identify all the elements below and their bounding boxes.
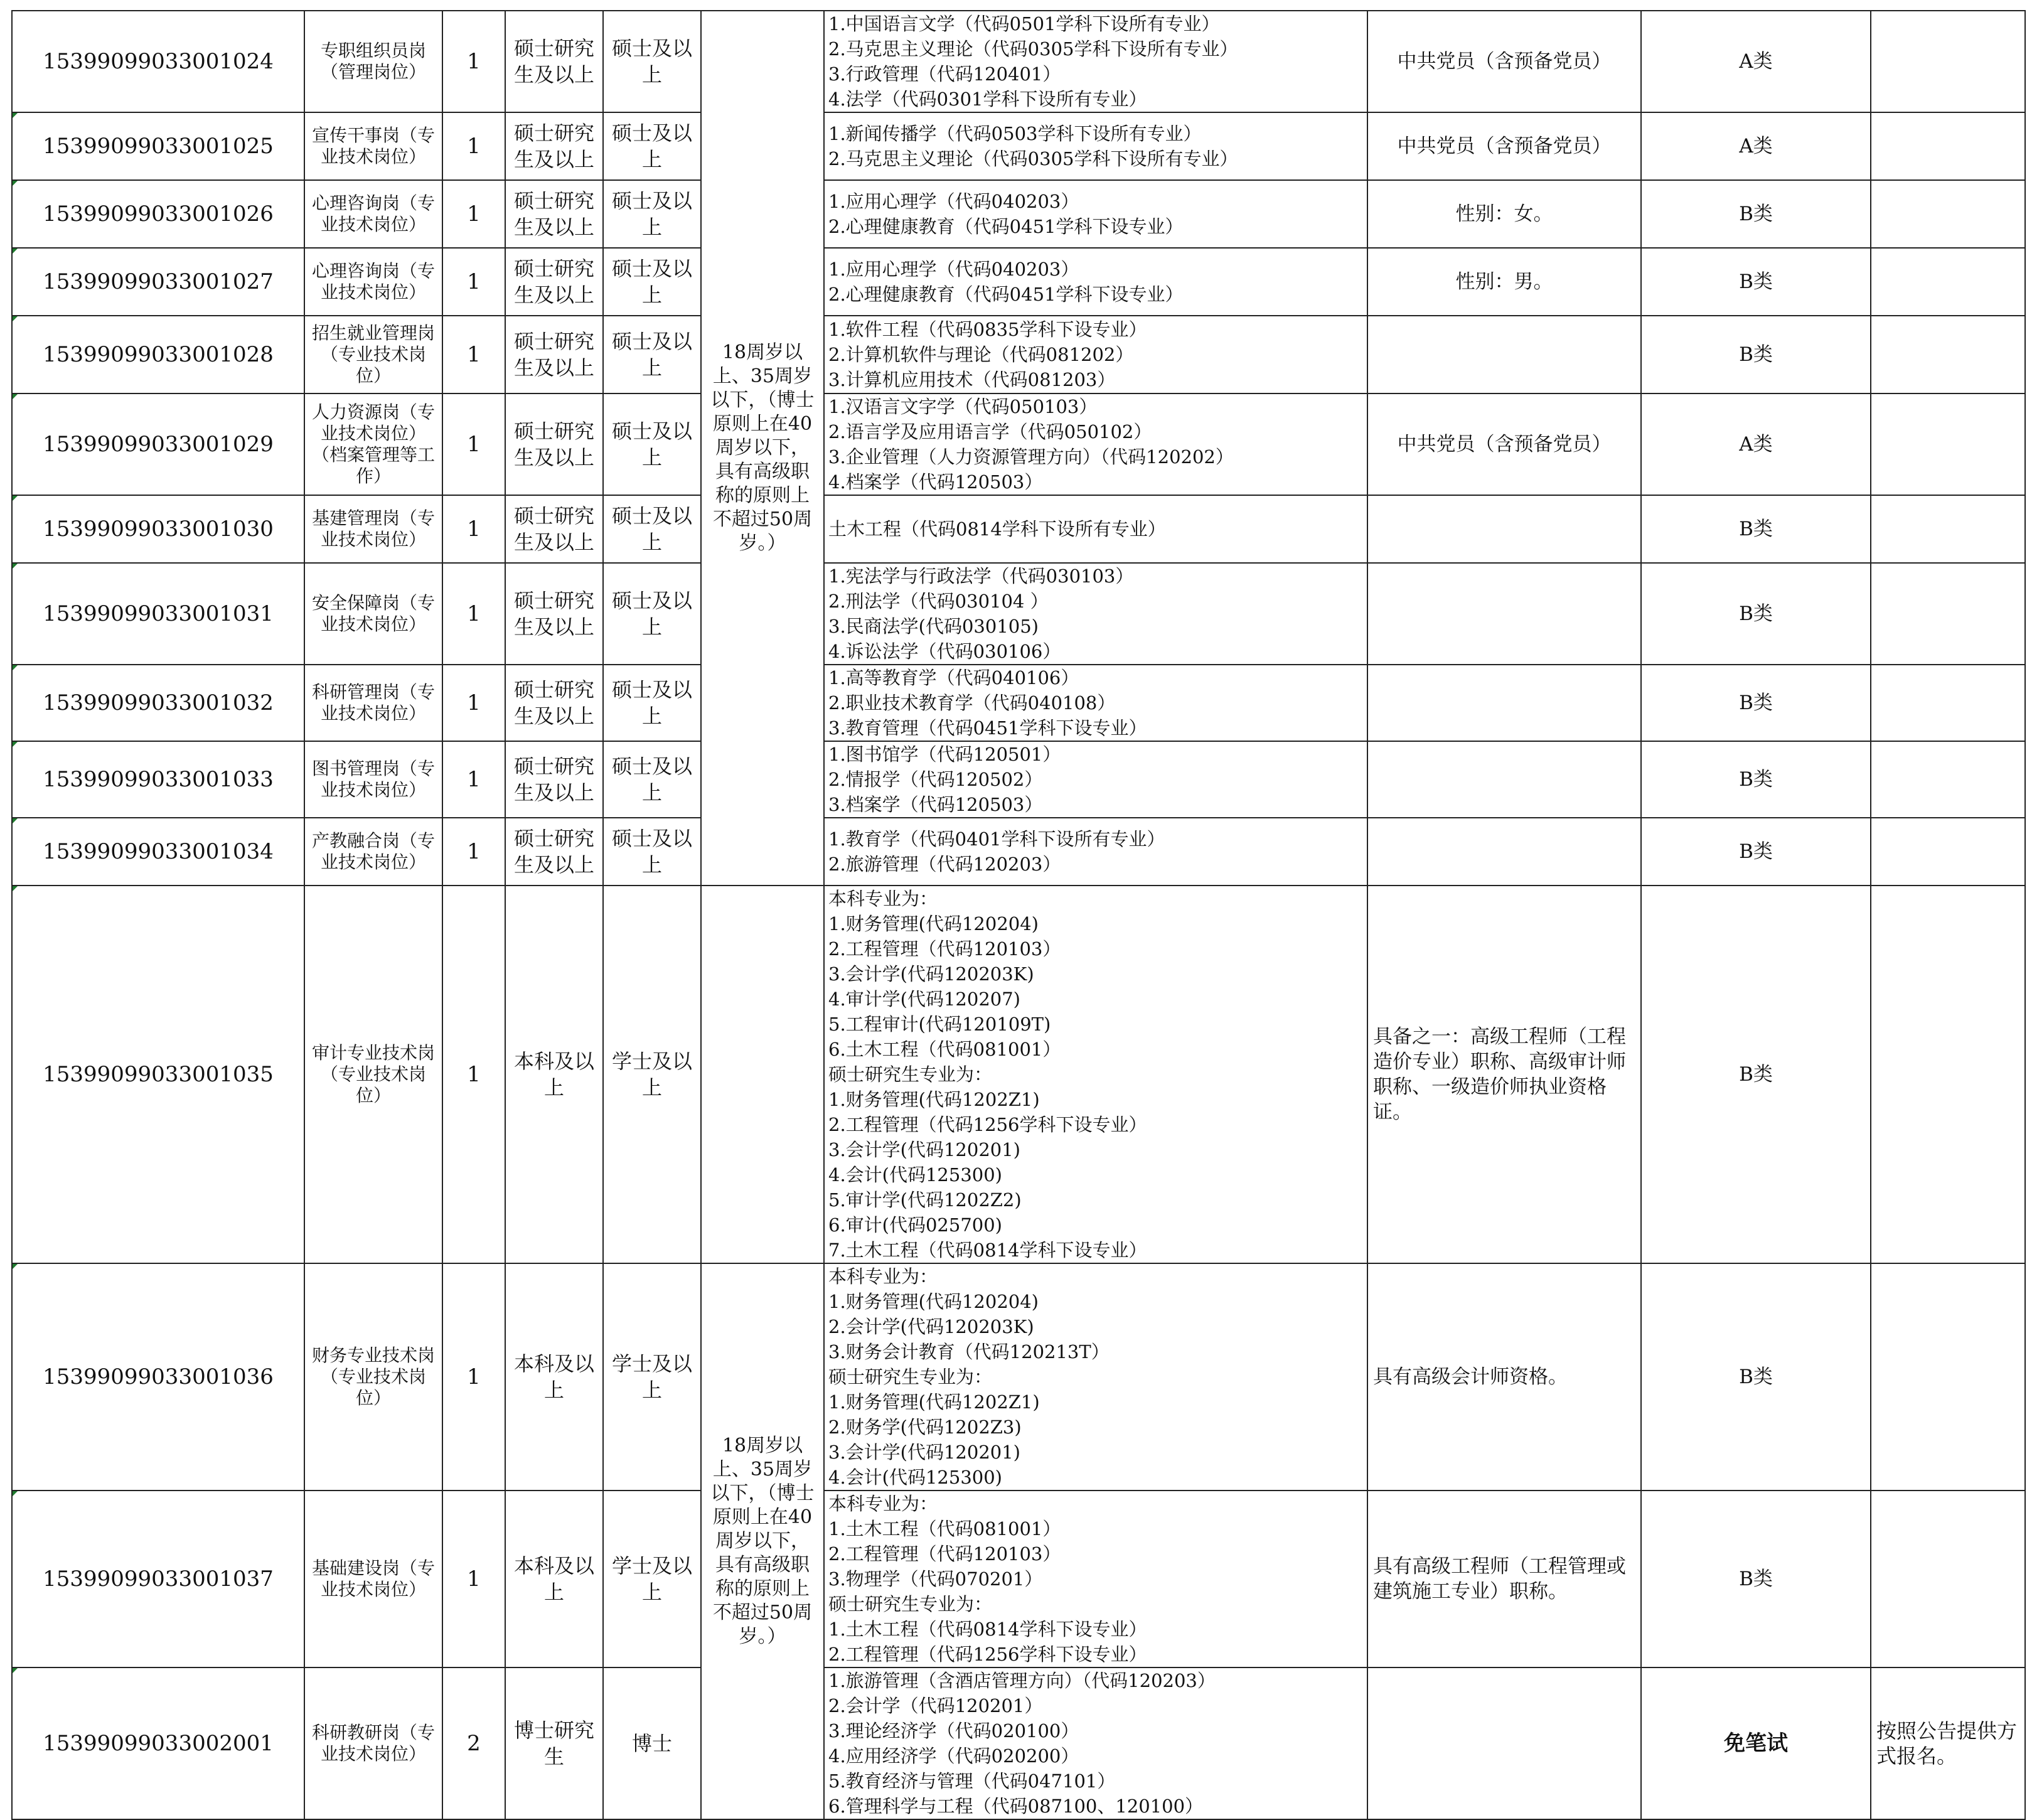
education-requirement: 硕士研究生及以上 xyxy=(505,112,603,180)
other-requirement: 中共党员（含预备党员） xyxy=(1367,112,1641,180)
age-requirement: 18周岁以上、35周岁以下，（博士原则上在40周岁以下，具有高级职称的原则上不超过50周岁。） xyxy=(701,11,824,886)
exam-category: B类 xyxy=(1641,665,1871,741)
remark xyxy=(1871,1491,2025,1667)
hiring-count: 1 xyxy=(442,393,505,495)
position-code: 15399099033001033 xyxy=(12,741,304,818)
exam-category: B类 xyxy=(1641,886,1871,1263)
remark xyxy=(1871,112,2025,180)
table-row xyxy=(12,1263,2025,1491)
other-requirement xyxy=(1367,316,1641,393)
position-code: 15399099033001026 xyxy=(12,180,304,248)
other-requirement: 具备之一：高级工程师（工程造价专业）职称、高级审计师职称、一级造价师执业资格证。 xyxy=(1367,886,1641,1263)
degree-requirement: 硕士及以上 xyxy=(603,248,701,316)
remark xyxy=(1871,393,2025,495)
hiring-count: 1 xyxy=(442,1491,505,1667)
position-name: 专职组织员岗（管理岗位） xyxy=(304,11,442,112)
position-name: 审计专业技术岗（专业技术岗位） xyxy=(304,886,442,1263)
position-code: 15399099033001032 xyxy=(12,665,304,741)
major-requirement: 1.中国语言文学（代码0501学科下设所有专业） 2.马克思主义理论（代码0305学科下设所有专业） 3.行政管理（代码120401） 4.法学（代码0301学科下设所有专业） xyxy=(824,11,1367,112)
position-name: 财务专业技术岗（专业技术岗位） xyxy=(304,1263,442,1491)
remark xyxy=(1871,818,2025,886)
exam-category: B类 xyxy=(1641,741,1871,818)
position-name: 图书管理岗（专业技术岗位） xyxy=(304,741,442,818)
remark xyxy=(1871,563,2025,665)
major-requirement: 土木工程（代码0814学科下设所有专业） xyxy=(824,495,1367,563)
remark xyxy=(1871,180,2025,248)
table-row xyxy=(12,11,2025,112)
education-requirement: 本科及以上 xyxy=(505,1491,603,1667)
major-requirement: 本科专业为： 1.财务管理(代码120204) 2.工程管理（代码120103） 3.会计学(代码120203K) 4.审计学(代码120207) 5.工程审计(代码120109T) 6.土木工程（代码081001） 硕士研究生专业为： 1.财务管理(代码1202Z1) 2.工程管理（代码1256学科下设专业） 3.会计学(代码120201) 4.会计(代码125300) 5.审计学(代码1202Z2) 6.审计(代码025700) 7.土木工程（代码0814学科下设专业） xyxy=(824,886,1367,1263)
education-requirement: 硕士研究生及以上 xyxy=(505,665,603,741)
position-name: 招生就业管理岗（专业技术岗位） xyxy=(304,316,442,393)
other-requirement: 性别：男。 xyxy=(1367,248,1641,316)
education-requirement: 硕士研究生及以上 xyxy=(505,316,603,393)
degree-requirement: 硕士及以上 xyxy=(603,180,701,248)
major-requirement: 1.高等教育学（代码040106） 2.职业技术教育学（代码040108） 3.教育管理（代码0451学科下设专业） xyxy=(824,665,1367,741)
table-row xyxy=(12,495,2025,563)
major-requirement: 1.汉语言文字学（代码050103） 2.语言学及应用语言学（代码050102） 3.企业管理（人力资源管理方向）（代码120202） 4.档案学（代码120503） xyxy=(824,393,1367,495)
position-name: 产教融合岗（专业技术岗位） xyxy=(304,818,442,886)
table-row xyxy=(12,1667,2025,1819)
exam-category: A类 xyxy=(1641,393,1871,495)
table-row xyxy=(12,563,2025,665)
hiring-count: 1 xyxy=(442,248,505,316)
position-code: 15399099033001029 xyxy=(12,393,304,495)
education-requirement: 硕士研究生及以上 xyxy=(505,393,603,495)
exam-category: A类 xyxy=(1641,11,1871,112)
remark xyxy=(1871,495,2025,563)
major-requirement: 1.软件工程（代码0835学科下设专业） 2.计算机软件与理论（代码081202） 3.计算机应用技术（代码081203） xyxy=(824,316,1367,393)
degree-requirement: 硕士及以上 xyxy=(603,495,701,563)
major-requirement: 本科专业为： 1.财务管理(代码120204) 2.会计学(代码120203K) 3.财务会计教育（代码120213T） 硕士研究生专业为： 1.财务管理(代码1202Z1) 2.财务学(代码1202Z3) 3.会计学(代码120201) 4.会计(代码125300) xyxy=(824,1263,1367,1491)
education-requirement: 硕士研究生及以上 xyxy=(505,180,603,248)
position-name: 宣传干事岗（专业技术岗位） xyxy=(304,112,442,180)
hiring-count: 1 xyxy=(442,11,505,112)
remark xyxy=(1871,886,2025,1263)
exam-category: B类 xyxy=(1641,248,1871,316)
other-requirement: 具有高级工程师（工程管理或建筑施工专业）职称。 xyxy=(1367,1491,1641,1667)
education-requirement: 本科及以上 xyxy=(505,886,603,1263)
position-code: 15399099033001024 xyxy=(12,11,304,112)
hiring-count: 1 xyxy=(442,316,505,393)
remark xyxy=(1871,1263,2025,1491)
exam-category: B类 xyxy=(1641,563,1871,665)
education-requirement: 硕士研究生及以上 xyxy=(505,741,603,818)
hiring-count: 1 xyxy=(442,741,505,818)
other-requirement xyxy=(1367,741,1641,818)
other-requirement xyxy=(1367,818,1641,886)
position-code: 15399099033001030 xyxy=(12,495,304,563)
hiring-count: 1 xyxy=(442,1263,505,1491)
position-name: 安全保障岗（专业技术岗位） xyxy=(304,563,442,665)
remark xyxy=(1871,741,2025,818)
remark xyxy=(1871,665,2025,741)
exam-category: B类 xyxy=(1641,1263,1871,1491)
degree-requirement: 博士 xyxy=(603,1667,701,1819)
remark xyxy=(1871,11,2025,112)
education-requirement: 硕士研究生及以上 xyxy=(505,248,603,316)
other-requirement xyxy=(1367,563,1641,665)
other-requirement xyxy=(1367,1667,1641,1819)
education-requirement: 博士研究生 xyxy=(505,1667,603,1819)
age-requirement: 18周岁以上、35周岁以下，（博士原则上在40周岁以下，具有高级职称的原则上不超过50周岁。） xyxy=(701,1263,824,1819)
degree-requirement: 学士及以上 xyxy=(603,1491,701,1667)
degree-requirement: 硕士及以上 xyxy=(603,741,701,818)
major-requirement: 1.应用心理学（代码040203） 2.心理健康教育（代码0451学科下设专业） xyxy=(824,248,1367,316)
degree-requirement: 硕士及以上 xyxy=(603,818,701,886)
table-row xyxy=(12,1491,2025,1667)
table-row xyxy=(12,818,2025,886)
hiring-count: 1 xyxy=(442,112,505,180)
other-requirement: 中共党员（含预备党员） xyxy=(1367,11,1641,112)
education-requirement: 硕士研究生及以上 xyxy=(505,11,603,112)
hiring-count: 1 xyxy=(442,180,505,248)
major-requirement: 1.图书馆学（代码120501） 2.情报学（代码120502） 3.档案学（代码120503） xyxy=(824,741,1367,818)
position-code: 15399099033002001 xyxy=(12,1667,304,1819)
position-code: 15399099033001035 xyxy=(12,886,304,1263)
other-requirement xyxy=(1367,495,1641,563)
position-name: 人力资源岗（专业技术岗位）（档案管理等工作） xyxy=(304,393,442,495)
major-requirement: 1.旅游管理（含酒店管理方向）（代码120203） 2.会计学（代码120201） 3.理论经济学（代码020100） 4.应用经济学（代码020200） 5.教育经济与管理（代码047101） 6.管理科学与工程（代码087100、120100） xyxy=(824,1667,1367,1819)
position-code: 15399099033001037 xyxy=(12,1491,304,1667)
education-requirement: 硕士研究生及以上 xyxy=(505,495,603,563)
major-requirement: 1.教育学（代码0401学科下设所有专业） 2.旅游管理（代码120203） xyxy=(824,818,1367,886)
position-name: 科研管理岗（专业技术岗位） xyxy=(304,665,442,741)
degree-requirement: 硕士及以上 xyxy=(603,112,701,180)
table-row xyxy=(12,180,2025,248)
table-row xyxy=(12,393,2025,495)
hiring-count: 1 xyxy=(442,495,505,563)
major-requirement: 本科专业为： 1.土木工程（代码081001） 2.工程管理（代码120103） 3.物理学（代码070201） 硕士研究生专业为： 1.土木工程（代码0814学科下设专业） 2.工程管理（代码1256学科下设专业） xyxy=(824,1491,1367,1667)
position-code: 15399099033001036 xyxy=(12,1263,304,1491)
degree-requirement: 学士及以上 xyxy=(603,886,701,1263)
education-requirement: 硕士研究生及以上 xyxy=(505,818,603,886)
age-requirement xyxy=(701,886,824,1263)
hiring-count: 1 xyxy=(442,665,505,741)
exam-category: A类 xyxy=(1641,112,1871,180)
position-code: 15399099033001027 xyxy=(12,248,304,316)
table-row xyxy=(12,112,2025,180)
degree-requirement: 学士及以上 xyxy=(603,1263,701,1491)
table-row xyxy=(12,316,2025,393)
recruitment-table xyxy=(11,10,2026,1820)
table-row xyxy=(12,886,2025,1263)
major-requirement: 1.应用心理学（代码040203） 2.心理健康教育（代码0451学科下设专业） xyxy=(824,180,1367,248)
degree-requirement: 硕士及以上 xyxy=(603,665,701,741)
education-requirement: 本科及以上 xyxy=(505,1263,603,1491)
other-requirement xyxy=(1367,665,1641,741)
exam-category: B类 xyxy=(1641,495,1871,563)
hiring-count: 1 xyxy=(442,563,505,665)
exam-category: B类 xyxy=(1641,818,1871,886)
remark xyxy=(1871,248,2025,316)
position-name: 科研教研岗（专业技术岗位） xyxy=(304,1667,442,1819)
position-name: 心理咨询岗（专业技术岗位） xyxy=(304,248,442,316)
degree-requirement: 硕士及以上 xyxy=(603,316,701,393)
degree-requirement: 硕士及以上 xyxy=(603,393,701,495)
degree-requirement: 硕士及以上 xyxy=(603,11,701,112)
degree-requirement: 硕士及以上 xyxy=(603,563,701,665)
position-code: 15399099033001034 xyxy=(12,818,304,886)
education-requirement: 硕士研究生及以上 xyxy=(505,563,603,665)
exam-category: B类 xyxy=(1641,180,1871,248)
table-row xyxy=(12,248,2025,316)
position-name: 基础建设岗（专业技术岗位） xyxy=(304,1491,442,1667)
table-row xyxy=(12,741,2025,818)
hiring-count: 1 xyxy=(442,886,505,1263)
exam-category: 免笔试 xyxy=(1641,1667,1871,1819)
remark xyxy=(1871,316,2025,393)
other-requirement: 性别：女。 xyxy=(1367,180,1641,248)
major-requirement: 1.宪法学与行政法学（代码030103） 2.刑法学（代码030104 ） 3.民商法学(代码030105) 4.诉讼法学（代码030106） xyxy=(824,563,1367,665)
position-code: 15399099033001031 xyxy=(12,563,304,665)
exam-category: B类 xyxy=(1641,1491,1871,1667)
other-requirement: 具有高级会计师资格。 xyxy=(1367,1263,1641,1491)
hiring-count: 1 xyxy=(442,818,505,886)
table-row xyxy=(12,665,2025,741)
exam-category: B类 xyxy=(1641,316,1871,393)
remark: 按照公告提供方式报名。 xyxy=(1871,1667,2025,1819)
position-name: 基建管理岗（专业技术岗位） xyxy=(304,495,442,563)
hiring-count: 2 xyxy=(442,1667,505,1819)
major-requirement: 1.新闻传播学（代码0503学科下设所有专业） 2.马克思主义理论（代码0305学科下设所有专业） xyxy=(824,112,1367,180)
position-name: 心理咨询岗（专业技术岗位） xyxy=(304,180,442,248)
position-code: 15399099033001028 xyxy=(12,316,304,393)
other-requirement: 中共党员（含预备党员） xyxy=(1367,393,1641,495)
position-code: 15399099033001025 xyxy=(12,112,304,180)
